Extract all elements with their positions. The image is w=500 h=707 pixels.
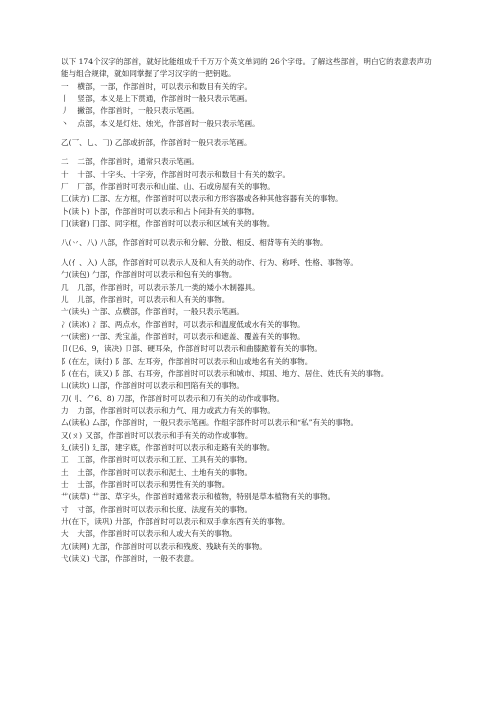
radical-entry — [61, 218, 439, 230]
radical-entry — [61, 553, 439, 565]
radical-description: 寸部，作部首时可以表示和长度、法度有关的事物。 — [75, 504, 253, 514]
radical-entry — [61, 93, 439, 105]
radical-head: 丨 — [61, 94, 69, 104]
radical-head: 大 — [61, 529, 69, 539]
radical-description: 艹部、草字头，作部首时通常表示和植物，特别是草本植物有关的事物。 — [89, 492, 336, 502]
radical-head: 匚(读方) — [61, 194, 90, 204]
radical-entry — [61, 257, 439, 269]
radical-entry — [61, 105, 439, 117]
radical-head: 厂 — [61, 182, 69, 192]
document-page — [61, 56, 439, 565]
radical-entry — [61, 454, 439, 466]
radical-description: 亠部、点横部，作部首时，一般只表示笔画。 — [89, 307, 245, 317]
radical-head: 凵(读坎) — [61, 381, 90, 391]
radical-entry — [61, 169, 439, 181]
radical-head: 厶(读私) — [61, 418, 90, 428]
spacer — [61, 130, 439, 137]
radical-entry — [61, 467, 439, 479]
radical-head: 人(亻、入) — [61, 257, 98, 267]
radical-description: 力部，作部首时可以表示和力气、用力或武力有关的事物。 — [75, 405, 275, 415]
radical-description: 卩部、硬耳朵，作部首时可以表示和曲膝跪着有关的事物。 — [122, 344, 323, 354]
radical-head: 阝(在左，读付) — [61, 356, 113, 366]
radical-entry — [61, 306, 439, 318]
radical-description: 二部，作部首时，通常只表示笔画。 — [75, 157, 199, 167]
radical-description: 阝部、右耳旁，作部首时可以表示和城市、邦国、地方、居住、姓氏有关的事物。 — [112, 368, 389, 378]
radical-entry — [61, 541, 439, 553]
radical-description: 匚部、左方框，作部首时可以表示和方形容器或各种其他容器有关的事物。 — [89, 194, 343, 204]
radical-entry — [61, 504, 439, 516]
radical-head: 丶 — [61, 118, 69, 128]
radical-description: 阝部、左耳旁，作部首时可以表示和山或地名有关的事物。 — [112, 356, 313, 366]
radical-description: 乙部或折部，作部首时一般只表示笔画。 — [112, 138, 252, 148]
radical-entry — [61, 479, 439, 491]
radical-description: 厶部，作部首时，一般只表示笔画。作组字部件时可以表示和“私”有关的事物。 — [89, 418, 359, 428]
radical-description: 横部，一部，作部首时，可以表示和数目有关的字。 — [75, 81, 253, 91]
radical-head: 廴(读引) — [61, 442, 90, 452]
radical-entry — [61, 156, 439, 168]
radical-head: 乙(乛、乚、𠃌) — [61, 138, 113, 148]
radical-entry — [61, 368, 439, 380]
radical-head: 卜(读卜) — [61, 206, 90, 216]
radical-entry — [61, 118, 439, 130]
radical-description: 十部、十字头、十字旁，作部首时可表示和数目十有关的数字。 — [75, 169, 291, 179]
radical-head: 几 — [61, 282, 69, 292]
radical-entry — [61, 181, 439, 193]
radical-entry — [61, 193, 439, 205]
radical-head: 士 — [61, 480, 69, 489]
spacer — [61, 250, 439, 257]
radical-description: 冖部、秃宝盖，作部首时，可以表示和遮盖、覆盖有关的事物。 — [89, 331, 305, 341]
radical-description: 冫部、两点水，作部首时，可以表示和温度低或水有关的事物。 — [89, 319, 305, 329]
radical-head: 艹(读草) — [61, 492, 90, 502]
radical-entry — [61, 491, 439, 503]
radical-head: 儿 — [61, 294, 69, 304]
radical-group-two-strokes — [61, 156, 439, 230]
radical-entry — [61, 343, 439, 355]
radical-entry — [61, 137, 439, 149]
radical-description: 土部，作部首时可以表示和泥土、土地有关的事物。 — [75, 467, 253, 477]
radical-head: 又(ㄡ) — [61, 430, 83, 440]
radical-description: 竖部，本义是上下贯通，作部首时一般只表示笔画。 — [75, 94, 253, 104]
radical-head: 寸 — [61, 504, 69, 514]
radical-group-ba — [61, 237, 439, 249]
intro-paragraph: 以下 174个汉字的部首，就好比能组成千千万万个英文单词的 26个字母。了解这些部首，明白它的表意表声功能与组合规律，就如同掌握了学习汉字的一把钥匙。 — [61, 57, 432, 79]
radical-group-ren-and-more — [61, 257, 439, 566]
radical-description: 点部，本义是灯炷、烛光，作部首时一般只表示笔画。 — [75, 118, 260, 128]
radical-head: 八(丷、八) — [61, 238, 98, 248]
radical-head: 阝(在右，读又) — [61, 368, 113, 378]
radical-head: 卩(㔾6、9，读决) — [61, 344, 123, 354]
radical-head: 冖(读密) — [61, 331, 90, 341]
radical-entry — [61, 528, 439, 540]
radical-entry — [61, 516, 439, 528]
spacer — [61, 149, 439, 156]
radical-description: 弋部，作部首时，一般不表意。 — [89, 554, 199, 564]
radical-description: 大部，作部首时可以表示和人或大有关的事物。 — [75, 529, 237, 539]
radical-entry — [61, 294, 439, 306]
radical-description: 冂部、同字框，作部首时可以表示和区域有关的事物。 — [89, 219, 275, 229]
radical-description: 人部，作部首时可以表示人及和人有关的动作、行为、称呼、性格、事物等。 — [97, 257, 358, 267]
radical-entry — [61, 269, 439, 281]
radical-head: 冫(读冰) — [61, 319, 90, 329]
radical-head: 力 — [61, 405, 69, 415]
radical-description: 凵部，作部首时可以表示和凹陷有关的事物。 — [89, 381, 245, 391]
radical-description: 刀部，作部首时可以表示和刀有关的动作或事物。 — [114, 393, 285, 403]
radical-head: 勹(读包) — [61, 270, 90, 280]
radical-head: 廾(在下，读巩) — [61, 517, 113, 527]
radical-entry — [61, 237, 439, 249]
radical-entry — [61, 417, 439, 429]
radical-entry — [61, 81, 439, 93]
radical-description: 廾部，作部首时可以表示和双手拿东西有关的事物。 — [112, 517, 290, 527]
radical-description: 又部，作部首时可以表示和手有关的动作或事物。 — [83, 430, 253, 440]
radical-entry — [61, 430, 439, 442]
radical-description: 勹部，作部首时可以表示和包有关的事物。 — [89, 270, 237, 280]
radical-description: 几部，作部首时，可以表示茶几一类的矮小木制器具。 — [75, 282, 260, 292]
radical-description: 撇部，作部首时，一般只表示笔画。 — [75, 106, 199, 116]
radical-head: 亠(读头) — [61, 307, 90, 317]
radical-group-basic-strokes — [61, 81, 439, 130]
radical-head: 十 — [61, 169, 69, 179]
radical-entry — [61, 282, 439, 294]
radical-description: 工部，作部首时可以表示和工匠、工具有关的事物。 — [75, 455, 253, 465]
radical-head: 一 — [61, 81, 69, 91]
radical-entry — [61, 331, 439, 343]
radical-entry — [61, 442, 439, 454]
radical-entry — [61, 405, 439, 417]
radical-description: 儿部，作部首时，可以表示和人有关的事物。 — [75, 294, 230, 304]
radical-head: 刀(刂、⺈6、8) — [61, 393, 115, 403]
radical-description: 士部，作部首时可以表示和男性有关的事物。 — [75, 480, 230, 489]
radical-entry — [61, 356, 439, 368]
radical-description: 尢部，作部首时可以表示和残废、残缺有关的事物。 — [89, 541, 267, 551]
radical-head: 冂(读窘) — [61, 219, 90, 229]
radical-description: 廴部，建字底，作部首时可以表示和走路有关的事物。 — [89, 442, 275, 452]
radical-entry — [61, 319, 439, 331]
radical-entry — [61, 380, 439, 392]
radical-description: 厂部，作部首时可表示和山崖、山、石或房屋有关的事物。 — [75, 182, 275, 192]
radical-group-yi — [61, 137, 439, 149]
radical-entry — [61, 393, 439, 405]
spacer — [61, 230, 439, 237]
radical-head: 土 — [61, 467, 69, 477]
radical-entry — [61, 206, 439, 218]
radical-description: 卜部，作部首时可以表示和占卜问卦有关的事物。 — [89, 206, 260, 216]
radical-head: 二 — [61, 157, 69, 167]
radical-head: 工 — [61, 455, 69, 465]
radical-head: 尢(读网) — [61, 541, 90, 551]
radical-head: 丿 — [61, 106, 69, 116]
radical-description: 八部，作部首时可以表示和分解、分散、相反、相背等有关的事物。 — [97, 238, 328, 248]
radical-head: 弋(读义) — [61, 554, 90, 564]
